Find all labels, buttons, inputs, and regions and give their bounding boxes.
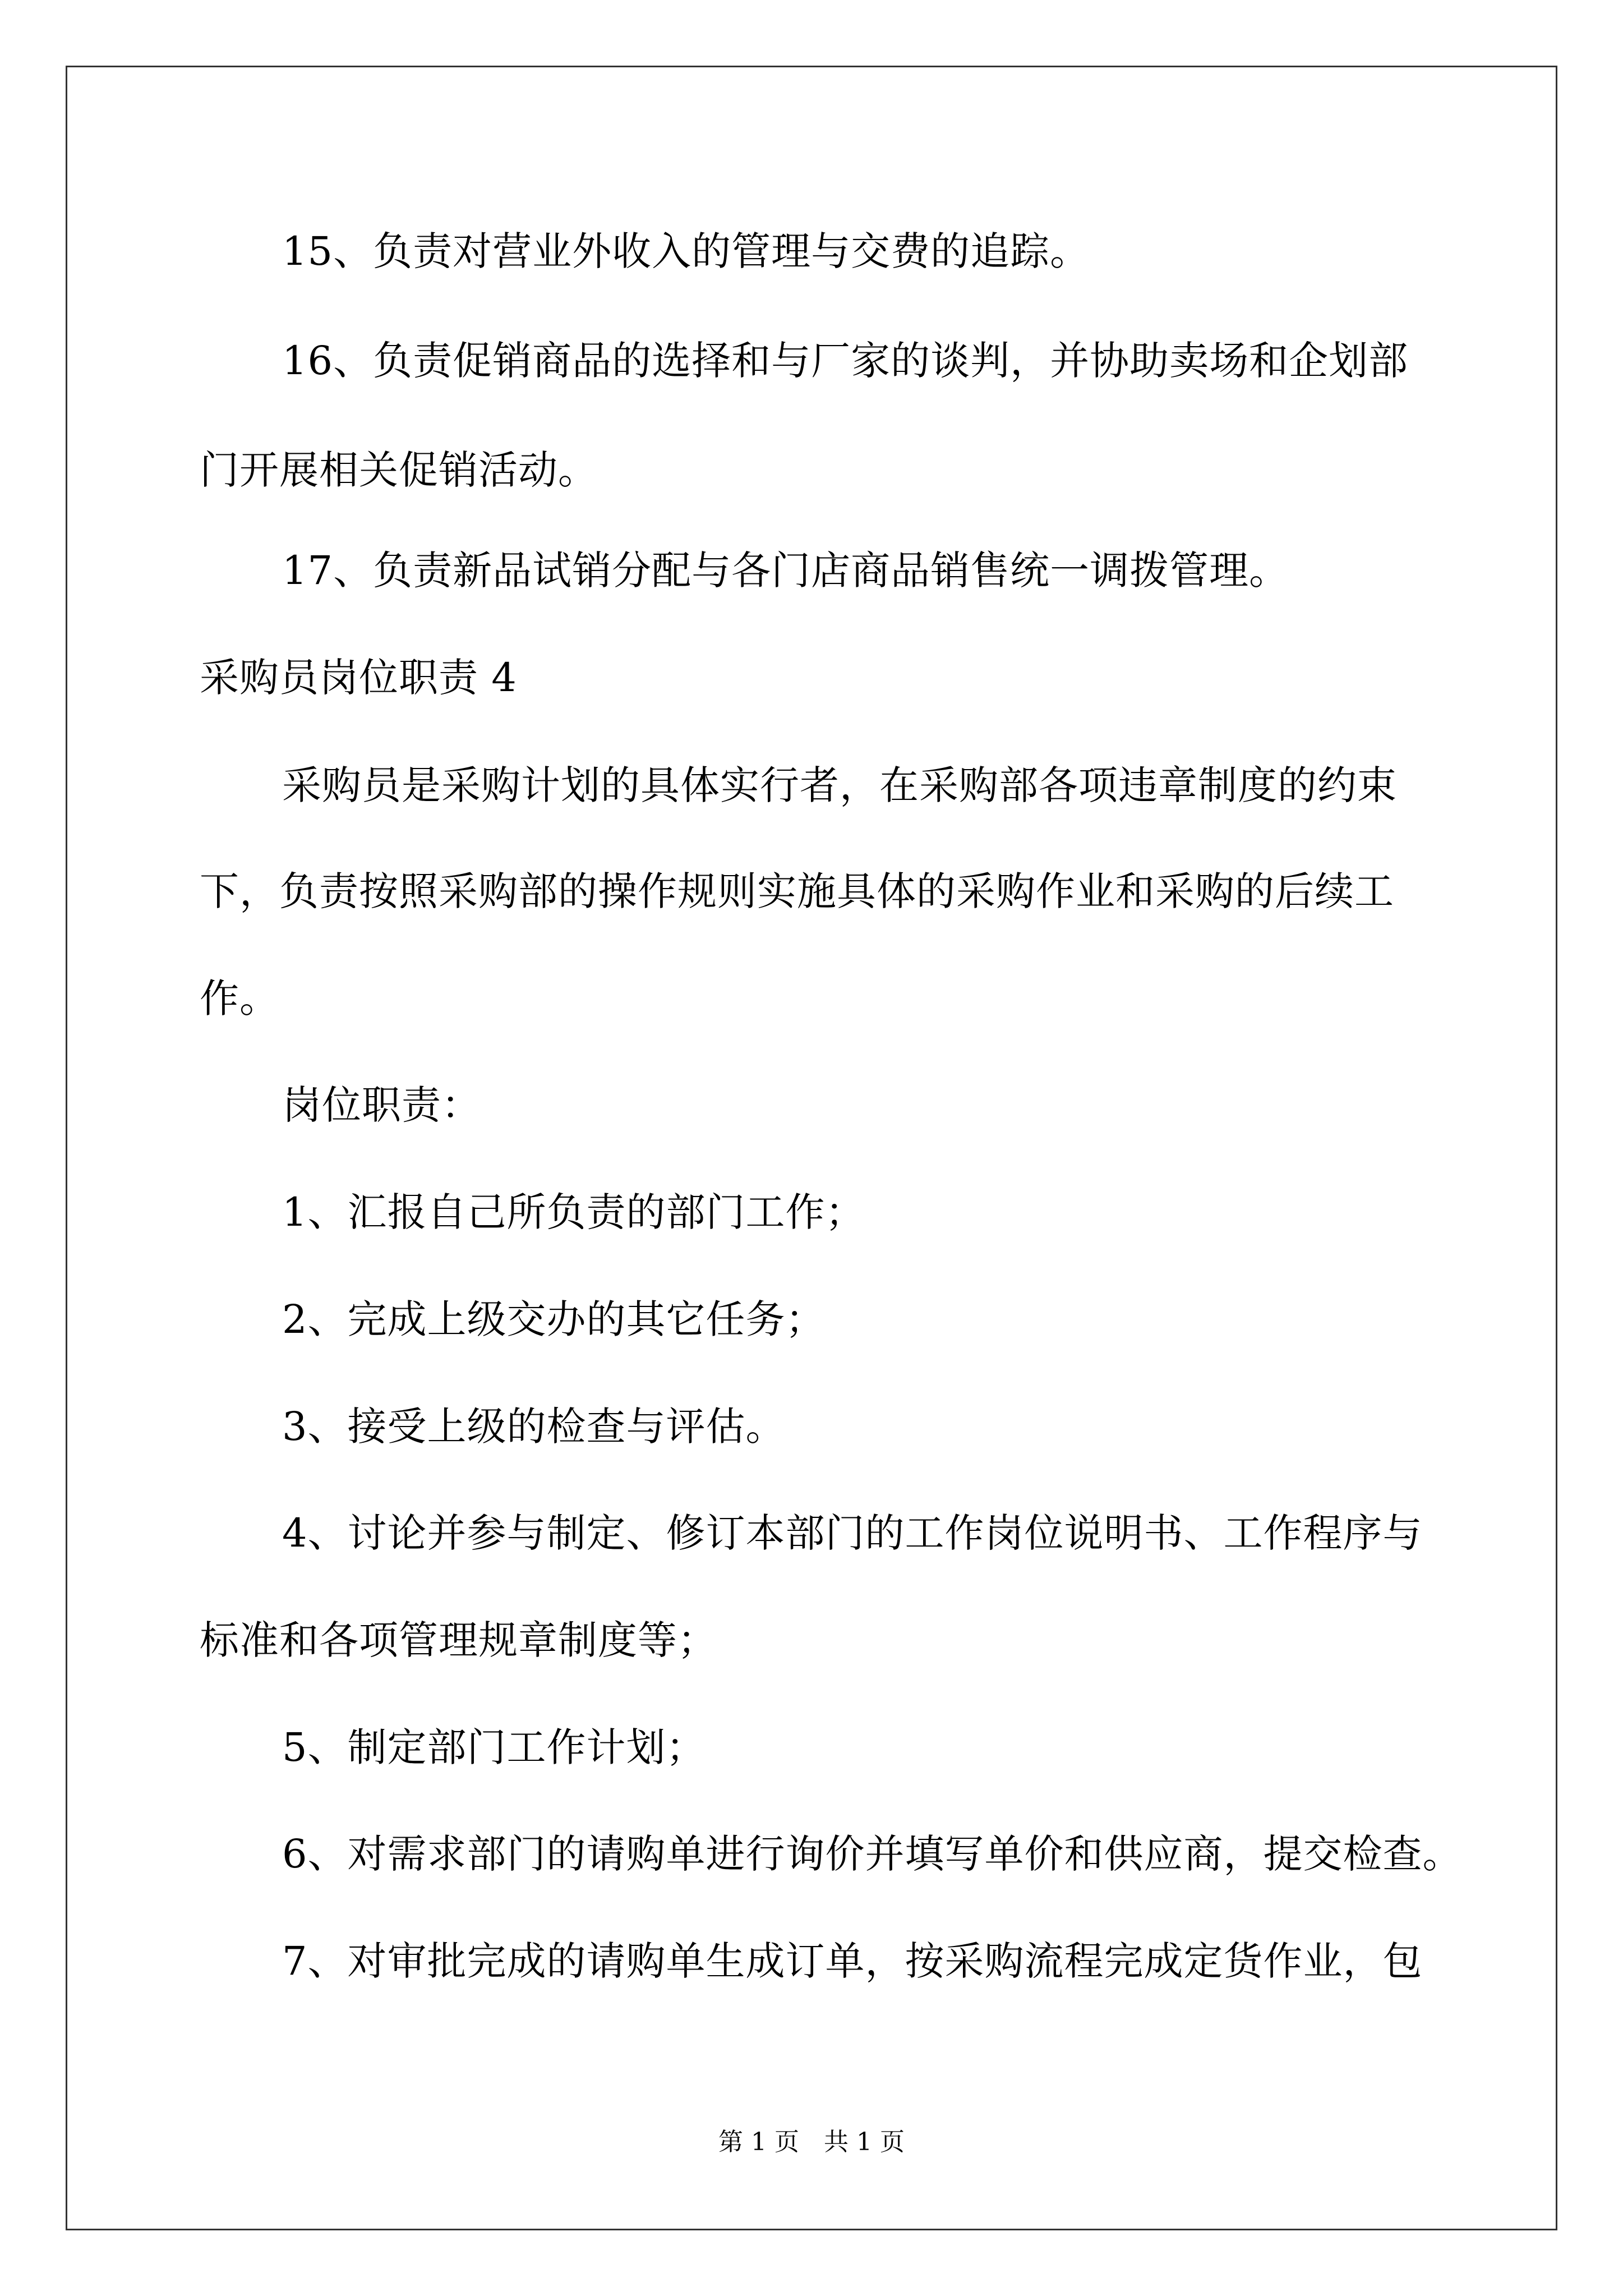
duty-item-5: 5、制定部门工作计划； bbox=[282, 1724, 706, 1770]
paragraph-item-17: 17、负责新品试销分配与各门店商品销售统一调拨管理。 bbox=[282, 547, 1289, 593]
page-number-current: 第 1 页 bbox=[718, 2128, 799, 2156]
duty-item-4-line-1: 4、讨论并参与制定、修订本部门的工作岗位说明书、工作程序与 bbox=[282, 1510, 1423, 1556]
page-footer bbox=[0, 2130, 1623, 2155]
intro-line-3: 作。 bbox=[200, 976, 279, 1022]
intro-line-1: 采购员是采购计划的具体实行者，在采购部各项违章制度的约束 bbox=[282, 762, 1397, 808]
page-number-total: 共 1 页 bbox=[824, 2128, 905, 2156]
section-heading: 采购员岗位职责 4 bbox=[200, 655, 517, 701]
page-frame bbox=[66, 66, 1557, 2230]
duty-item-6: 6、对需求部门的请购单进行询价并填写单价和供应商，提交检查。 bbox=[282, 1831, 1463, 1877]
paragraph-item-15: 15、负责对营业外收入的管理与交费的追踪。 bbox=[282, 228, 1090, 274]
duties-label: 岗位职责： bbox=[282, 1082, 481, 1128]
duty-item-2: 2、完成上级交办的其它任务； bbox=[282, 1296, 826, 1342]
paragraph-item-16-line-2: 门开展相关促销活动。 bbox=[200, 447, 598, 493]
paragraph-item-16-line-1: 16、负责促销商品的选择和与厂家的谈判，并协助卖场和企划部 bbox=[282, 338, 1409, 384]
duty-item-1: 1、汇报自己所负责的部门工作； bbox=[282, 1189, 865, 1235]
intro-line-2: 下，负责按照采购部的操作规则实施具体的采购作业和采购的后续工 bbox=[200, 868, 1394, 914]
duty-item-3: 3、接受上级的检查与评估。 bbox=[282, 1404, 786, 1450]
duty-item-7-line-1: 7、对审批完成的请购单生成订单，按采购流程完成定货作业，包 bbox=[282, 1938, 1423, 1984]
duty-item-4-line-2: 标准和各项管理规章制度等； bbox=[200, 1617, 717, 1663]
